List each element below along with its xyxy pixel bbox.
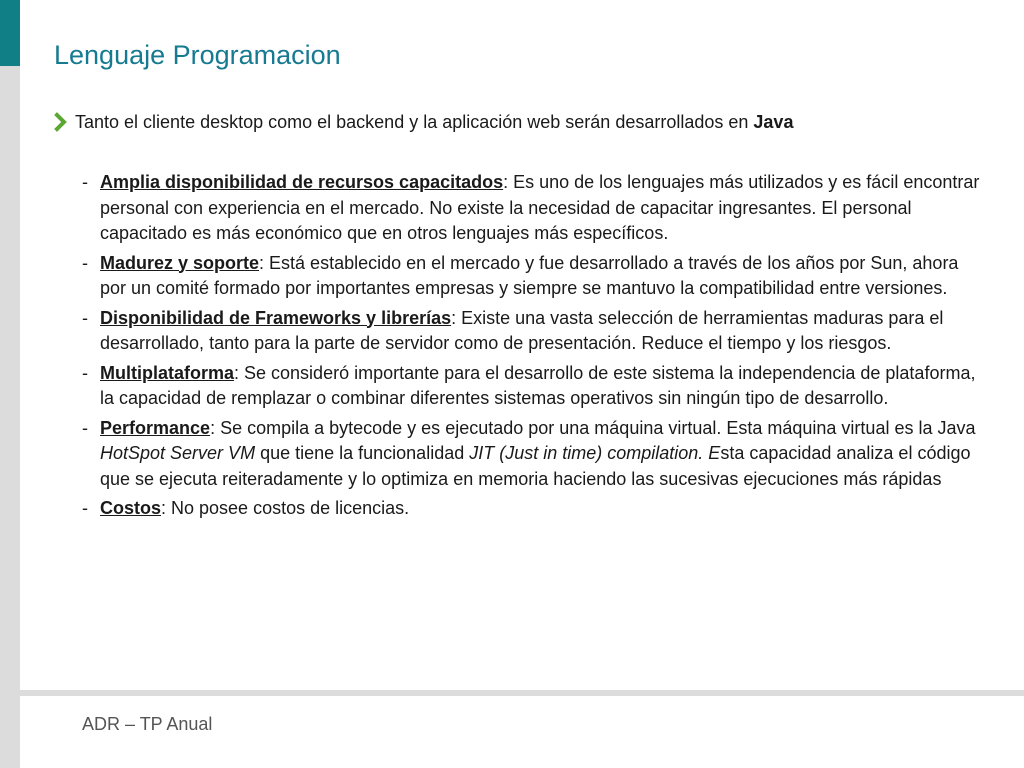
item-text: que tiene la funcionalidad (255, 443, 470, 463)
item-text: : Se consideró importante para el desarrollo de este sistema la independencia de plataforma, la capacidad de remplazar o combinar diferentes sistemas operativos sin ningún tipo de desarrollo. (100, 362, 976, 408)
item-text: : Está establecido en el mercado y fue desarrollado a través de los años por Sun, ahora por un comité formado por importantes empresas y siempre se mantuvo la compatibilidad entre versiones. (100, 252, 959, 298)
list-item (76, 170, 988, 247)
item-text: sta capacidad analiza el código que se ejecuta reiteradamente y lo optimiza en memoria haciendo las sucesivas ejecuciones más rápidas (100, 443, 971, 489)
left-band (0, 0, 20, 768)
item-term: Madurez y soporte (100, 252, 260, 273)
dash-marker: - (82, 362, 88, 383)
item-text: : Es uno de los lenguajes más utilizados y es fácil encontrar personal con experiencia en el mercado. No existe la necesidad de capacitar ingresantes. El personal capacitado es más económico que en otros lenguajes más específicos. (100, 172, 980, 243)
list-item (76, 416, 988, 493)
item-text: : Se compila a bytecode y es ejecutado por una máquina virtual. Esta máquina virtual es la Java (210, 417, 976, 438)
bullet-text (75, 110, 793, 134)
item-term: Amplia disponibilidad de recursos capacitados (100, 172, 504, 192)
bullet-text-body: Tanto el cliente desktop como el backend y la aplicación web serán desarrollados en (75, 112, 754, 132)
list-item (76, 306, 988, 357)
dash-marker: - (82, 417, 88, 438)
item-term: Disponibilidad de Frameworks y librerías (100, 307, 452, 328)
item-term: Performance (100, 417, 211, 438)
dash-marker: - (82, 307, 88, 328)
item-text: : No posee costos de licencias. (161, 498, 410, 518)
list-item (76, 251, 988, 302)
dash-marker: - (82, 498, 88, 518)
bullet-text-bold: Java (753, 112, 794, 132)
footer-divider (20, 690, 1024, 696)
accent-block (0, 0, 20, 66)
item-term: Multiplataforma (100, 362, 235, 383)
dash-marker: - (82, 172, 88, 192)
list-item (76, 361, 988, 412)
item-term: Costos (100, 498, 162, 518)
chevron-right-icon (54, 112, 68, 132)
item-text: : Existe una vasta selección de herramientas maduras para el desarrollado, tanto para la parte de servidor como de presentación. Reduce el tiempo y los riesgos. (100, 307, 944, 353)
slide-title: Lenguaje Programacion (54, 40, 341, 70)
feature-list (76, 170, 988, 526)
item-italic: HotSpot Server VM (100, 443, 256, 463)
list-item (76, 496, 988, 522)
footer-text: ADR – TP Anual (82, 714, 213, 734)
dash-marker: - (82, 252, 88, 273)
item-italic: JIT (Just in time) compilation. E (469, 443, 721, 463)
